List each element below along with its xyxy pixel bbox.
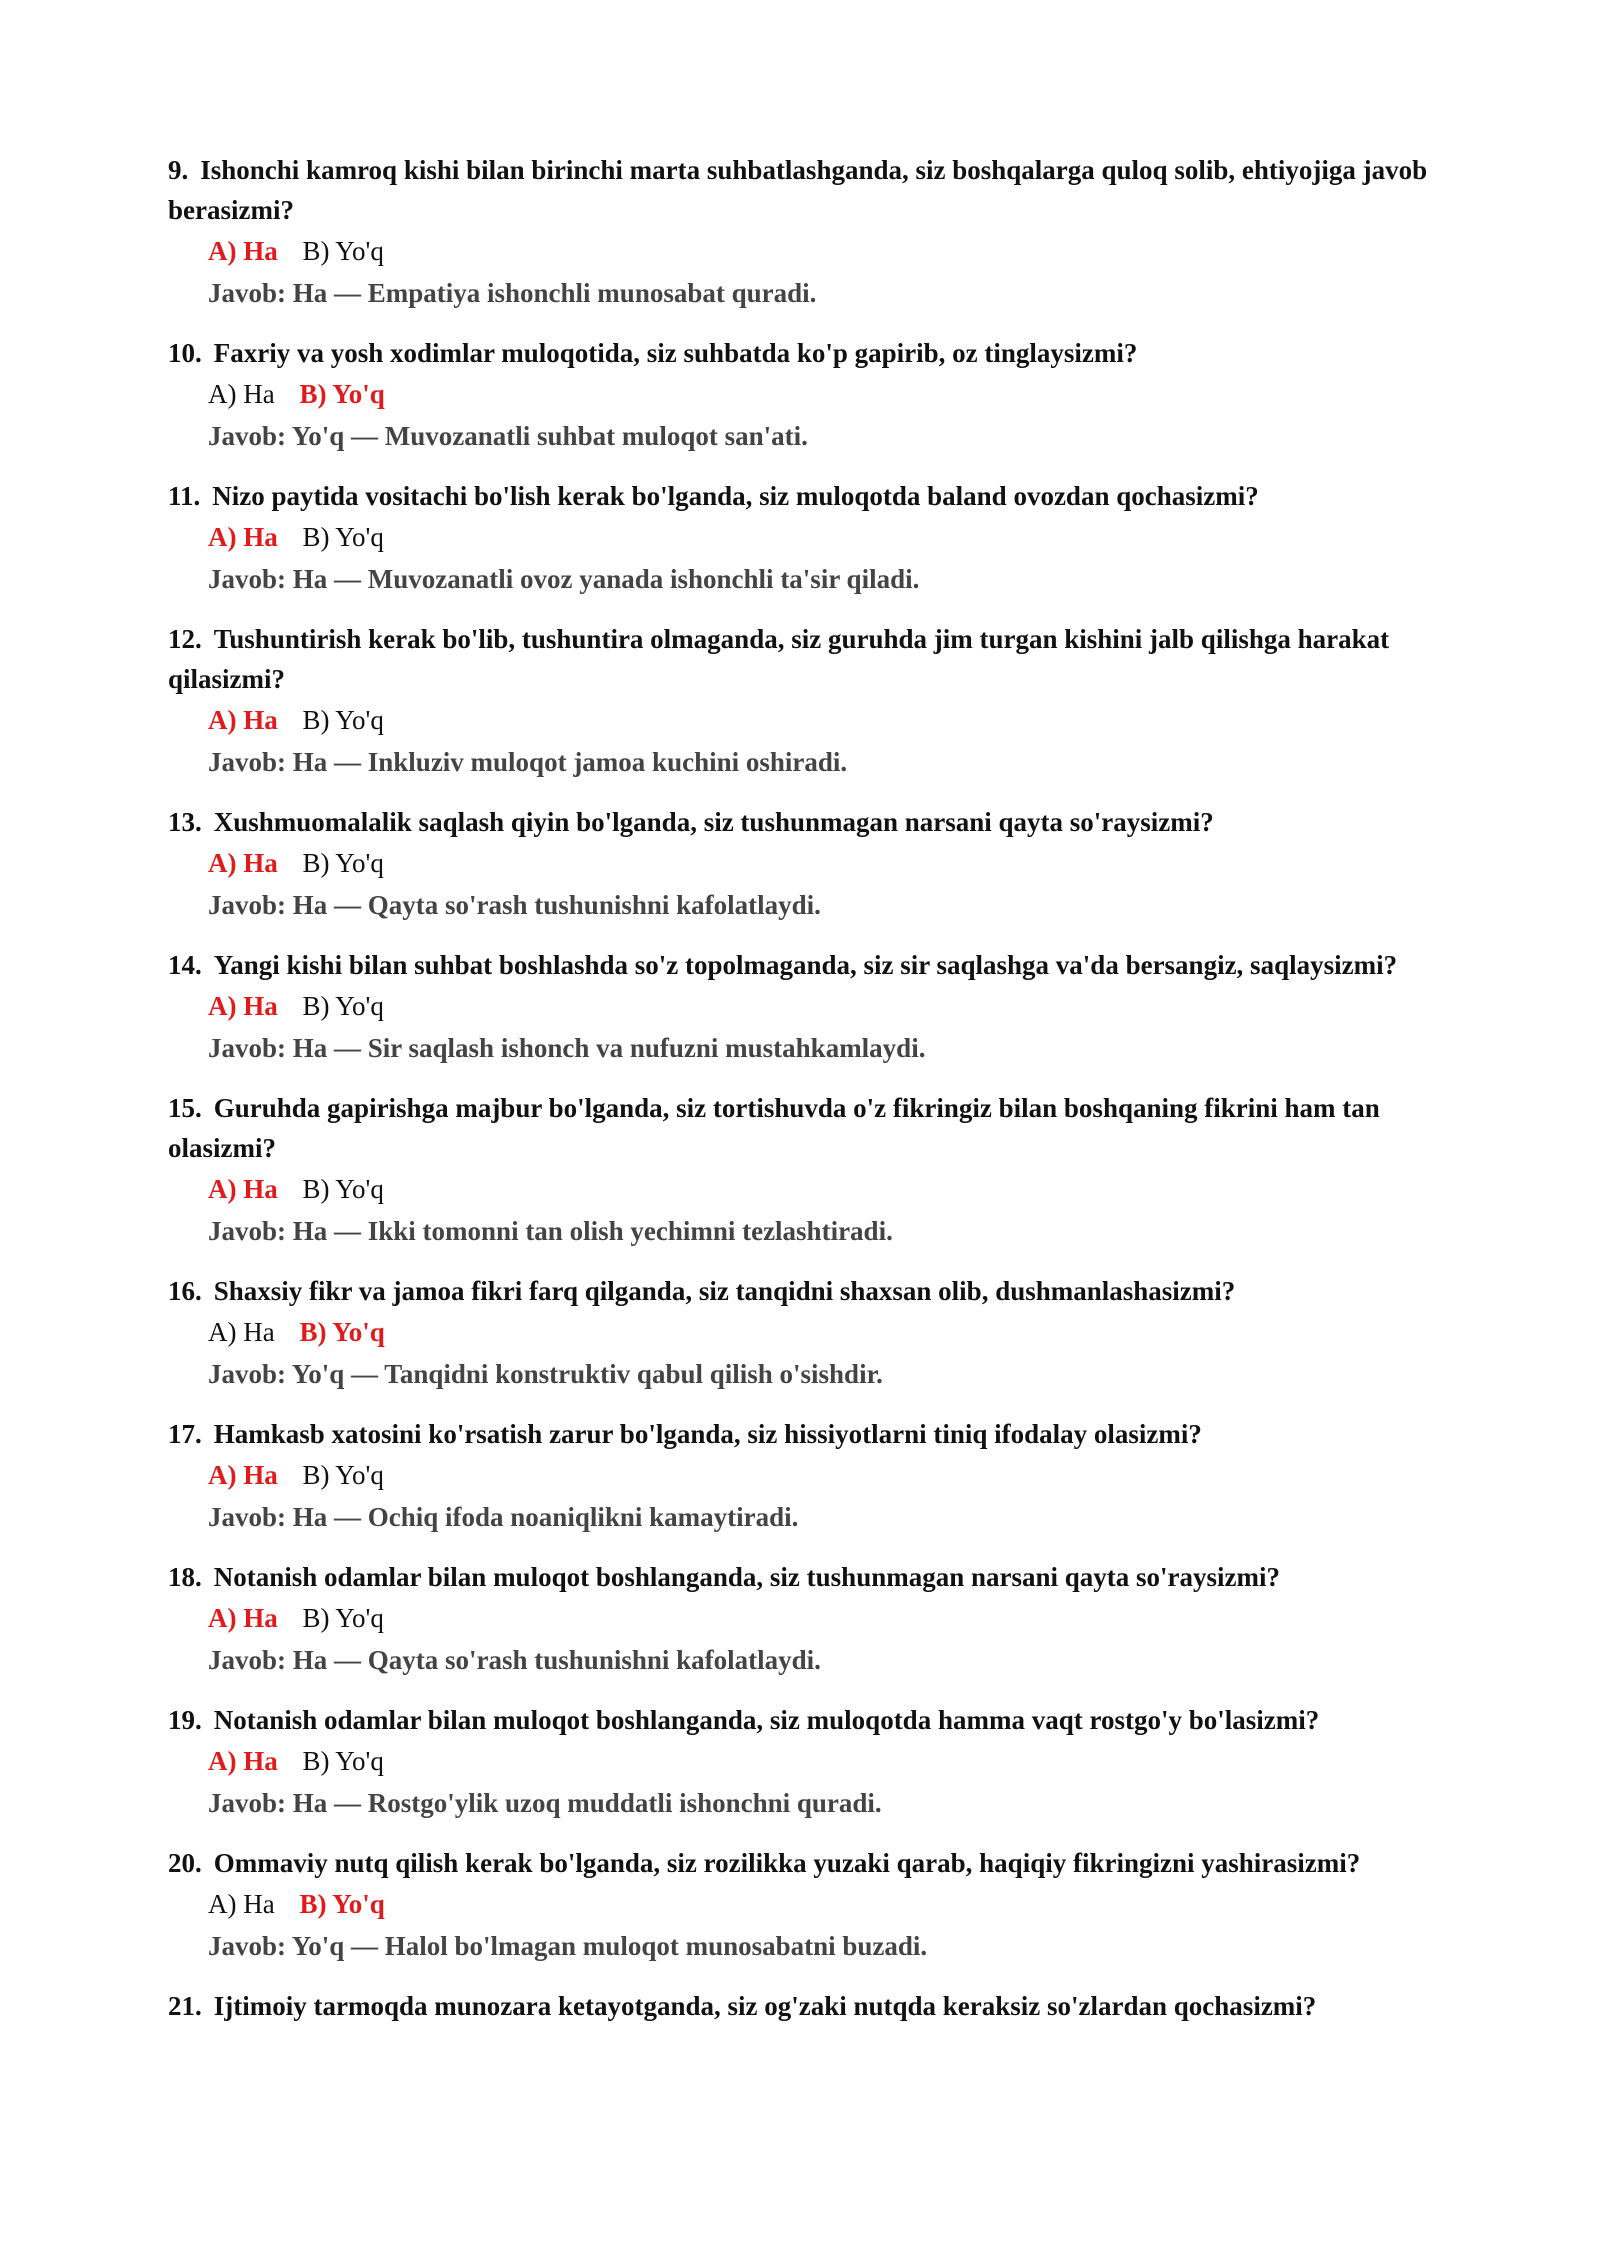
question-body: Nizo paytida vositachi bo'lish kerak bo'lganda, siz muloqotda baland ovozdan qochasizmi? bbox=[212, 481, 1259, 511]
option-b[interactable]: B) Yo'q bbox=[299, 1317, 385, 1347]
answer-explanation: Javob: Ha — Inkluziv muloqot jamoa kuchini oshiradi. bbox=[208, 747, 848, 777]
options bbox=[168, 1168, 1460, 1210]
question-number: 18. bbox=[168, 1562, 202, 1592]
question-text bbox=[168, 1557, 1460, 1597]
option-b[interactable]: B) Yo'q bbox=[302, 991, 384, 1021]
option-a[interactable]: A) Ha bbox=[208, 705, 278, 735]
question-21 bbox=[168, 1986, 1460, 2026]
option-b[interactable]: B) Yo'q bbox=[302, 1746, 384, 1776]
answer-explanation: Javob: Ha — Empatiya ishonchli munosabat quradi. bbox=[208, 278, 817, 308]
option-a[interactable]: A) Ha bbox=[208, 1174, 278, 1204]
question-body: Tushuntirish kerak bo'lib, tushuntira olmaganda, siz guruhda jim turgan kishini jalb qilishga harakat qilasizmi? bbox=[168, 624, 1390, 694]
answer-explanation: Javob: Ha — Muvozanatli ovoz yanada ishonchli ta'sir qiladi. bbox=[208, 564, 920, 594]
question-text bbox=[168, 1843, 1460, 1883]
question-body: Notanish odamlar bilan muloqot boshlanganda, siz tushunmagan narsani qayta so'raysizmi? bbox=[213, 1562, 1280, 1592]
answer-explanation: Javob: Yo'q — Halol bo'lmagan muloqot munosabatni buzadi. bbox=[208, 1931, 928, 1961]
question-20 bbox=[168, 1843, 1460, 1967]
question-14 bbox=[168, 945, 1460, 1069]
question-text bbox=[168, 150, 1460, 230]
question-body: Ishonchi kamroq kishi bilan birinchi marta suhbatlashganda, siz boshqalarga quloq solib, ehtiyojiga javob berasizmi? bbox=[168, 155, 1428, 225]
option-a[interactable]: A) Ha bbox=[208, 991, 278, 1021]
question-number: 21. bbox=[168, 1991, 202, 2021]
question-text bbox=[168, 1088, 1460, 1168]
options bbox=[168, 230, 1460, 272]
option-b[interactable]: B) Yo'q bbox=[302, 236, 384, 266]
option-a[interactable]: A) Ha bbox=[208, 848, 278, 878]
question-body: Ijtimoiy tarmoqda munozara ketayotganda, siz og'zaki nutqda keraksiz so'zlardan qochasizmi? bbox=[213, 1991, 1317, 2021]
option-b[interactable]: B) Yo'q bbox=[302, 848, 384, 878]
question-text bbox=[168, 945, 1460, 985]
option-b[interactable]: B) Yo'q bbox=[299, 1889, 385, 1919]
question-15 bbox=[168, 1088, 1460, 1252]
question-body: Ommaviy nutq qilish kerak bo'lganda, siz rozilikka yuzaki qarab, haqiqiy fikringizni yashirasizmi? bbox=[213, 1848, 1361, 1878]
question-19 bbox=[168, 1700, 1460, 1824]
question-text bbox=[168, 802, 1460, 842]
question-text bbox=[168, 1700, 1460, 1740]
question-12 bbox=[168, 619, 1460, 783]
question-16 bbox=[168, 1271, 1460, 1395]
option-a[interactable]: A) Ha bbox=[208, 1460, 278, 1490]
option-b[interactable]: B) Yo'q bbox=[302, 522, 384, 552]
option-a[interactable]: A) Ha bbox=[208, 236, 278, 266]
question-17 bbox=[168, 1414, 1460, 1538]
options bbox=[168, 985, 1460, 1027]
question-number: 15. bbox=[168, 1093, 202, 1123]
options bbox=[168, 516, 1460, 558]
question-number: 9. bbox=[168, 155, 189, 185]
answer-explanation: Javob: Ha — Rostgo'ylik uzoq muddatli ishonchni quradi. bbox=[208, 1788, 882, 1818]
question-body: Notanish odamlar bilan muloqot boshlanganda, siz muloqotda hamma vaqt rostgo'y bo'lasizmi? bbox=[213, 1705, 1320, 1735]
question-text bbox=[168, 476, 1460, 516]
question-text bbox=[168, 1986, 1460, 2026]
answer-explanation: Javob: Yo'q — Tanqidni konstruktiv qabul qilish o'sishdir. bbox=[208, 1359, 883, 1389]
question-number: 17. bbox=[168, 1419, 202, 1449]
option-a[interactable]: A) Ha bbox=[208, 1317, 275, 1347]
options bbox=[168, 842, 1460, 884]
options bbox=[168, 1597, 1460, 1639]
question-number: 20. bbox=[168, 1848, 202, 1878]
options bbox=[168, 1311, 1460, 1353]
question-number: 19. bbox=[168, 1705, 202, 1735]
question-11 bbox=[168, 476, 1460, 600]
question-18 bbox=[168, 1557, 1460, 1681]
options bbox=[168, 1454, 1460, 1496]
question-number: 11. bbox=[168, 481, 201, 511]
option-b[interactable]: B) Yo'q bbox=[302, 705, 384, 735]
question-13 bbox=[168, 802, 1460, 926]
answer-explanation: Javob: Ha — Sir saqlash ishonch va nufuzni mustahkamlaydi. bbox=[208, 1033, 926, 1063]
option-b[interactable]: B) Yo'q bbox=[302, 1174, 384, 1204]
options bbox=[168, 1740, 1460, 1782]
answer-explanation: Javob: Yo'q — Muvozanatli suhbat muloqot san'ati. bbox=[208, 421, 808, 451]
question-number: 14. bbox=[168, 950, 202, 980]
question-10 bbox=[168, 333, 1460, 457]
question-number: 10. bbox=[168, 338, 202, 368]
question-body: Guruhda gapirishga majbur bo'lganda, siz tortishuvda o'z fikringiz bilan boshqaning fikrini ham tan olasizmi? bbox=[168, 1093, 1380, 1163]
options bbox=[168, 373, 1460, 415]
answer-explanation: Javob: Ha — Qayta so'rash tushunishni kafolatlaydi. bbox=[208, 890, 821, 920]
question-9 bbox=[168, 150, 1460, 314]
question-number: 16. bbox=[168, 1276, 202, 1306]
option-b[interactable]: B) Yo'q bbox=[302, 1603, 384, 1633]
question-body: Hamkasb xatosini ko'rsatish zarur bo'lganda, siz hissiyotlarni tiniq ifodalay olasizmi? bbox=[213, 1419, 1202, 1449]
question-number: 12. bbox=[168, 624, 202, 654]
question-text bbox=[168, 1414, 1460, 1454]
option-b[interactable]: B) Yo'q bbox=[299, 379, 385, 409]
question-number: 13. bbox=[168, 807, 202, 837]
question-body: Shaxsiy fikr va jamoa fikri farq qilganda, siz tanqidni shaxsan olib, dushmanlashasizmi? bbox=[213, 1276, 1236, 1306]
option-a[interactable]: A) Ha bbox=[208, 1889, 275, 1919]
question-body: Yangi kishi bilan suhbat boshlashda so'z topolmaganda, siz sir saqlashga va'da bersangiz, saqlaysizmi? bbox=[213, 950, 1398, 980]
question-body: Xushmuomalalik saqlash qiyin bo'lganda, siz tushunmagan narsani qayta so'raysizmi? bbox=[213, 807, 1214, 837]
question-text bbox=[168, 1271, 1460, 1311]
question-text bbox=[168, 333, 1460, 373]
answer-explanation: Javob: Ha — Qayta so'rash tushunishni kafolatlaydi. bbox=[208, 1645, 821, 1675]
option-a[interactable]: A) Ha bbox=[208, 379, 275, 409]
question-body: Faxriy va yosh xodimlar muloqotida, siz suhbatda ko'p gapirib, oz tinglaysizmi? bbox=[213, 338, 1138, 368]
option-a[interactable]: A) Ha bbox=[208, 1746, 278, 1776]
option-b[interactable]: B) Yo'q bbox=[302, 1460, 384, 1490]
options bbox=[168, 1883, 1460, 1925]
option-a[interactable]: A) Ha bbox=[208, 1603, 278, 1633]
answer-explanation: Javob: Ha — Ikki tomonni tan olish yechimni tezlashtiradi. bbox=[208, 1216, 893, 1246]
options bbox=[168, 699, 1460, 741]
question-text bbox=[168, 619, 1460, 699]
answer-explanation: Javob: Ha — Ochiq ifoda noaniqlikni kamaytiradi. bbox=[208, 1502, 799, 1532]
option-a[interactable]: A) Ha bbox=[208, 522, 278, 552]
